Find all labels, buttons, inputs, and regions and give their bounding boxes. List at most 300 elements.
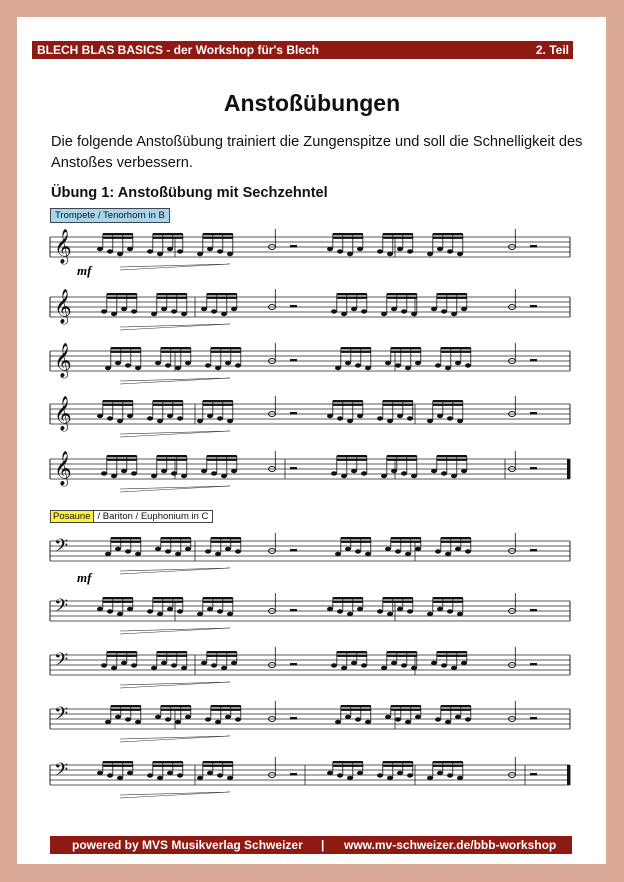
beam [153,597,183,599]
notehead [347,776,353,780]
beam [103,237,133,239]
beam [441,351,471,353]
notehead [445,720,451,724]
notehead [157,612,163,616]
notehead [165,549,171,553]
notehead [147,773,153,777]
beam [203,761,233,763]
notehead [171,471,177,475]
bass-clef: 𝄢 [54,596,69,621]
notehead [351,661,357,665]
beam [161,351,191,353]
beam [211,705,241,707]
notehead [431,307,437,311]
beam [107,459,137,461]
notehead [227,252,233,256]
notehead [455,547,461,551]
rest [530,359,537,362]
beam [333,237,363,239]
beam [107,455,137,457]
notehead [105,366,111,370]
notehead [215,366,221,370]
beam [333,400,363,402]
notehead [171,309,177,313]
notehead [235,549,241,553]
notehead [405,720,411,724]
notehead [217,609,223,613]
notehead [101,309,107,313]
beam [441,705,471,707]
beam [391,541,421,543]
notehead [427,612,433,616]
notehead [377,773,383,777]
notehead [225,715,231,719]
notehead [391,307,397,311]
notehead [441,471,447,475]
beam [383,765,413,767]
notehead [395,549,401,553]
notehead [435,363,441,367]
notehead [347,252,353,256]
notehead [355,717,361,721]
notehead [415,547,421,551]
notehead [341,312,347,316]
notehead [157,419,163,423]
notehead [397,607,403,611]
notehead [181,312,187,316]
bass-clef: 𝄢 [54,704,69,729]
notehead [107,416,113,420]
notehead [431,661,437,665]
notehead [111,474,117,478]
notehead [161,469,167,473]
notehead [215,552,221,556]
dynamic-mf-treble: mf [77,263,92,278]
notehead [327,414,333,418]
beam [161,705,191,707]
notehead [117,419,123,423]
notehead [365,720,371,724]
beam [387,651,417,653]
beam [383,404,413,406]
hairpin [120,736,230,742]
beam [107,655,137,657]
notehead [97,607,103,611]
notehead [347,419,353,423]
beam [161,537,191,539]
notehead [97,247,103,251]
beam [337,455,367,457]
notehead [331,309,337,313]
notehead [131,309,137,313]
rest [290,467,297,470]
beam [211,347,241,349]
notehead [455,715,461,719]
beam [153,233,183,235]
notehead [161,661,167,665]
beam [107,293,137,295]
notehead [345,361,351,365]
notehead [165,363,171,367]
hairpin [120,324,230,330]
posaune-highlight: Posaune [50,510,94,523]
notehead [201,469,207,473]
notehead [415,715,421,719]
notehead [155,547,161,551]
rest [290,305,297,308]
header-part: 2. Teil [535,43,569,57]
notehead [355,549,361,553]
notehead [387,252,393,256]
notehead [445,366,451,370]
beam [211,541,241,543]
beam [333,765,363,767]
dynamic-mf-bass: mf [77,570,92,585]
beam [391,705,421,707]
notehead [447,773,453,777]
beam [383,601,413,603]
beam [333,404,363,406]
notehead [327,607,333,611]
notehead [381,474,387,478]
notehead [221,666,227,670]
notehead [97,771,103,775]
notehead [457,252,463,256]
notehead [387,776,393,780]
beam [387,655,417,657]
notehead [217,416,223,420]
notehead [401,309,407,313]
notehead [125,363,131,367]
notehead [397,247,403,251]
notehead [407,773,413,777]
notehead [97,414,103,418]
beam [337,297,367,299]
beam [153,601,183,603]
beam [383,233,413,235]
notehead [165,717,171,721]
notehead [215,720,221,724]
rest [290,359,297,362]
notehead [177,416,183,420]
notehead [437,414,443,418]
notehead [395,363,401,367]
rest [530,549,537,552]
notehead [125,717,131,721]
notehead [385,361,391,365]
notehead [441,663,447,667]
beam [383,597,413,599]
notehead [461,469,467,473]
notehead [331,471,337,475]
notehead [407,416,413,420]
notehead [405,366,411,370]
notehead [107,609,113,613]
beam [203,400,233,402]
notehead [331,663,337,667]
notehead [227,419,233,423]
beam [337,651,367,653]
notehead [437,607,443,611]
notehead [197,419,203,423]
notehead [185,715,191,719]
beam [203,404,233,406]
notehead [205,363,211,367]
notehead [127,771,133,775]
beam [207,655,237,657]
notehead [415,361,421,365]
beam [433,233,463,235]
beam [157,297,187,299]
notehead [127,607,133,611]
notehead [175,366,181,370]
beam [111,709,141,711]
beam [433,597,463,599]
notehead [107,773,113,777]
beam [383,400,413,402]
notehead [451,474,457,478]
beam [161,709,191,711]
notehead [161,307,167,311]
beam [211,537,241,539]
notehead [407,609,413,613]
notehead [447,416,453,420]
notehead [235,363,241,367]
notehead [185,361,191,365]
notehead [205,549,211,553]
notehead [427,419,433,423]
beam [203,765,233,767]
notehead [347,612,353,616]
notehead [357,607,363,611]
notehead [147,416,153,420]
hairpin [120,264,230,270]
notehead [401,663,407,667]
notehead [387,419,393,423]
notehead [211,471,217,475]
notehead [337,773,343,777]
notehead [357,414,363,418]
beam [107,297,137,299]
notehead [155,361,161,365]
beam [157,293,187,295]
notehead [377,249,383,253]
treble-clef: 𝄞 [54,343,72,378]
rest [290,717,297,720]
notehead [221,474,227,478]
notehead [381,312,387,316]
beam [153,404,183,406]
notehead [457,419,463,423]
beam [153,761,183,763]
notehead [231,469,237,473]
beam [207,651,237,653]
notehead [447,249,453,253]
notehead [207,247,213,251]
notehead [227,612,233,616]
beam [433,237,463,239]
rest [290,412,297,415]
notehead [395,717,401,721]
notehead [167,607,173,611]
notehead [117,612,123,616]
rest [530,773,537,776]
rest [290,609,297,612]
notehead [111,312,117,316]
notehead [397,771,403,775]
notehead [361,663,367,667]
notehead [355,363,361,367]
beam [391,351,421,353]
notehead [385,715,391,719]
beam [441,537,471,539]
beam [207,455,237,457]
beam [157,655,187,657]
notehead [221,312,227,316]
notehead [201,307,207,311]
hairpin [120,628,230,634]
notehead [345,715,351,719]
notehead [391,661,397,665]
beam [203,233,233,235]
beam [103,233,133,235]
notehead [351,469,357,473]
rest [290,773,297,776]
notehead [341,666,347,670]
notehead [151,474,157,478]
notehead [451,312,457,316]
notehead [445,552,451,556]
notehead [115,361,121,365]
notehead [211,663,217,667]
beam [211,351,241,353]
notehead [411,312,417,316]
beam [333,761,363,763]
notehead [411,474,417,478]
beam [391,347,421,349]
beam [433,404,463,406]
rest [290,245,297,248]
header-title: BLECH BLAS BASICS - der Workshop für's Blech [37,43,319,57]
notehead [157,252,163,256]
notehead [231,307,237,311]
notehead [205,717,211,721]
notehead [327,247,333,251]
notehead [357,771,363,775]
notehead [455,361,461,365]
treble-clef: 𝄞 [54,396,72,431]
hairpin [120,378,230,384]
beam [333,601,363,603]
notehead [115,715,121,719]
hairpin [120,792,230,798]
notehead [147,609,153,613]
beam [437,459,467,461]
final-barline [567,459,570,479]
notehead [391,469,397,473]
beam [103,765,133,767]
notehead [175,552,181,556]
notehead [207,771,213,775]
beam [153,237,183,239]
beam [433,601,463,603]
hairpin [120,568,230,574]
beam [387,297,417,299]
notehead [101,663,107,667]
notehead [337,609,343,613]
beam [111,705,141,707]
beam [341,705,371,707]
notehead [441,309,447,313]
notehead [335,552,341,556]
notehead [217,249,223,253]
notehead [365,552,371,556]
footer-separator: | [321,838,325,852]
beam [341,351,371,353]
notehead [401,471,407,475]
notehead [181,666,187,670]
beam [103,601,133,603]
notehead [105,552,111,556]
beam [433,400,463,402]
bass-clef: 𝄢 [54,536,69,561]
notehead [111,666,117,670]
page-title: Anstoßübungen [223,90,401,116]
treble-instrument-label: Trompete / Tenorhorn in B [50,208,170,223]
notehead [177,773,183,777]
final-barline [567,765,570,785]
notehead [135,366,141,370]
beam [157,455,187,457]
beam [383,237,413,239]
notehead [437,247,443,251]
hairpin [120,682,230,688]
rest [530,609,537,612]
notehead [121,661,127,665]
rest [290,663,297,666]
notehead [341,474,347,478]
notehead [465,363,471,367]
notehead [207,607,213,611]
footer-publisher: powered by MVS Musikverlag Schweizer [72,838,303,852]
treble-clef: 𝄞 [54,289,72,324]
beam [103,404,133,406]
notehead [231,661,237,665]
notehead [197,612,203,616]
notehead [427,252,433,256]
notehead [337,249,343,253]
rest [530,717,537,720]
rest [290,549,297,552]
footer-bar [50,836,572,854]
beam [433,761,463,763]
beam [157,459,187,461]
notehead [335,366,341,370]
beam [433,765,463,767]
beam [341,709,371,711]
notehead [125,549,131,553]
rest [530,412,537,415]
notehead [337,416,343,420]
notehead [197,252,203,256]
notehead [377,416,383,420]
beam [103,400,133,402]
beam [157,651,187,653]
notehead [427,776,433,780]
beam [383,761,413,763]
treble-clef: 𝄞 [54,229,72,264]
beam [391,709,421,711]
